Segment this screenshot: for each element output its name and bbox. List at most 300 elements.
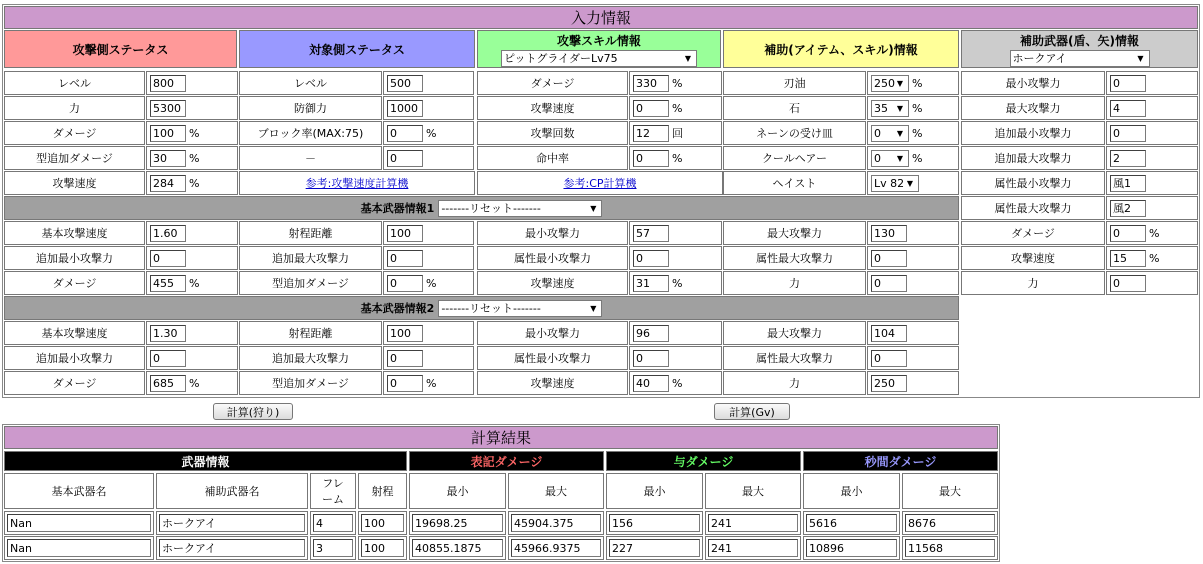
subweapon-4-label-cell: [961, 171, 1105, 195]
result-value-field[interactable]: [609, 539, 700, 557]
attacker-1-label: 力: [69, 102, 80, 115]
support-2-select-value: 0: [874, 126, 881, 140]
skill-3-label-cell: [477, 146, 628, 170]
weapon2-r0-c3-label: 最大攻撃力: [767, 327, 822, 340]
weapon2-r0-c3-value-cell: [867, 321, 959, 345]
support-0-label-cell: [723, 71, 866, 95]
weapon1-r0-c3-value-cell: [867, 221, 959, 245]
attacker-header-text: 攻撃側ステータス: [72, 42, 169, 57]
weapon1-r1-c1-input[interactable]: [387, 250, 423, 267]
weapon2-r0-c1-value-cell: [383, 321, 474, 345]
weapon1-r2-c1-label: 型追加ダメージ: [272, 277, 349, 290]
weapon1-r1-c3-input[interactable]: [871, 250, 907, 267]
weapon1-section-header: [4, 196, 959, 220]
result-value-field[interactable]: [609, 514, 700, 532]
skill-1-value-cell: [629, 96, 722, 120]
skill-0-input[interactable]: [633, 75, 669, 92]
weapon2-r2-c2-label: 攻撃速度: [530, 377, 575, 390]
weapon1-r2-c1-label-cell: [239, 271, 382, 295]
weapon1-r0-c1-label-cell: [239, 221, 382, 245]
attacker-3-input[interactable]: [150, 150, 186, 167]
result-group-label: 表記ダメージ: [470, 454, 543, 469]
attacker-3-label-cell: [4, 146, 145, 170]
attacker-2-label: ダメージ: [52, 127, 97, 140]
subweapon-8-value-cell: [1106, 271, 1198, 295]
calc-gv-label: 計算(Gv): [729, 405, 775, 419]
weapon1-r2-c3-value-cell: [867, 271, 959, 295]
attacker-3-label: 型追加ダメージ: [36, 152, 113, 165]
weapon2-r1-c0-label: 追加最小攻撃力: [36, 352, 113, 365]
attacker-4-value-cell: [146, 171, 238, 195]
weapon1-r0-c1-value-cell: [383, 221, 474, 245]
subweapon-4-label: 属性最小攻撃力: [994, 177, 1072, 190]
skill-select[interactable]: [501, 50, 697, 67]
support-3-label-cell: [723, 146, 866, 170]
support-3-value-cell: [867, 146, 959, 170]
weapon2-section-header: [4, 296, 959, 320]
weapon2-r1-c1-input[interactable]: [387, 350, 423, 367]
result-column-label: 最小: [643, 485, 666, 498]
subweapon-7-unit: %: [1149, 251, 1160, 265]
input-title: [4, 6, 1198, 29]
weapon1-r2-c1-input[interactable]: [387, 275, 423, 292]
support-4-value-cell: [867, 171, 959, 195]
result-column-label: 最小: [446, 485, 469, 498]
weapon1-r1-c3-value-cell: [867, 246, 959, 270]
chevron-down-icon: ▼: [906, 178, 914, 188]
weapon2-r2-c3-input[interactable]: [871, 375, 907, 392]
result-column-header: [508, 473, 604, 509]
result-value-field[interactable]: [905, 514, 995, 532]
target-0-label-cell: [239, 71, 382, 95]
result-value-field[interactable]: [905, 539, 995, 557]
subweapon-5-label: 属性最大攻撃力: [994, 202, 1072, 215]
weapon2-r1-c0-input[interactable]: [150, 350, 186, 367]
support-3-select[interactable]: [871, 150, 909, 167]
result-value-field[interactable]: [7, 514, 151, 532]
weapon1-r2-c0-value-cell: [146, 271, 238, 295]
weapon2-r0-c0-label-cell: [4, 321, 145, 345]
result-row-1-cell: [902, 536, 998, 560]
weapon1-r1-c2-label-cell: [477, 246, 628, 270]
chevron-down-icon: ▼: [590, 203, 597, 213]
support-0-value-cell: [867, 71, 959, 95]
subweapon-6-value-cell: [1106, 221, 1198, 245]
weapon1-r2-c2-input[interactable]: [633, 275, 669, 292]
weapon1-r2-c2-unit: %: [672, 276, 683, 290]
weapon2-r0-c1-input[interactable]: [387, 325, 423, 342]
subweapon-0-input[interactable]: [1110, 75, 1146, 92]
weapon1-r2-c3-input[interactable]: [871, 275, 907, 292]
target-2-input[interactable]: [387, 125, 423, 142]
skill-header-text: 攻撃スキル情報: [557, 33, 641, 48]
weapon2-r2-c0-label: ダメージ: [52, 377, 97, 390]
result-column-label: 基本武器名: [51, 485, 107, 498]
result-row-0-cell: [156, 511, 308, 535]
result-column-header: [803, 473, 900, 509]
weapon1-r0-c1-input[interactable]: [387, 225, 423, 242]
result-value-field[interactable]: [159, 539, 305, 557]
result-row-1-cell: [606, 536, 703, 560]
target-3-label-cell: [239, 146, 382, 170]
subweapon-5-value-cell: [1106, 196, 1198, 220]
result-column-label: 最大: [742, 485, 764, 498]
result-value-field[interactable]: [412, 539, 503, 557]
cp-calc-link[interactable]: 参考:CP計算機: [563, 177, 637, 190]
skill-header: [477, 30, 721, 68]
subweapon-0-label: 最小攻撃力: [1005, 77, 1061, 90]
weapon2-r0-c2-value-cell: [629, 321, 722, 345]
subweapon-0-value-cell: [1106, 71, 1198, 95]
result-group-label: 与ダメージ: [673, 454, 734, 469]
weapon2-r1-c1-label-cell: [239, 346, 382, 370]
weapon1-r0-c2-input[interactable]: [633, 225, 669, 242]
chevron-down-icon: ▼: [590, 303, 597, 313]
skill-1-input[interactable]: [633, 100, 669, 117]
support-1-select[interactable]: [871, 100, 909, 117]
result-row-1-cell: [156, 536, 308, 560]
subweapon-8-input[interactable]: [1110, 275, 1146, 292]
subweapon-6-label: ダメージ: [1011, 227, 1055, 240]
target-header: [239, 30, 475, 68]
weapon2-r1-c3-label-cell: [723, 346, 866, 370]
subweapon-7-value-cell: [1106, 246, 1198, 270]
result-row-1-cell: [4, 536, 154, 560]
result-row-1-cell: [508, 536, 604, 560]
weapon1-r0-c3-label-cell: [723, 221, 866, 245]
result-row-1-cell: [409, 536, 506, 560]
target-2-unit: %: [426, 126, 437, 140]
subweapon-6-input[interactable]: [1110, 225, 1146, 242]
weapon2-r2-c3-label-cell: [723, 371, 866, 395]
weapon1-r2-c0-unit: %: [189, 276, 200, 290]
attacker-4-label: 攻撃速度: [52, 177, 97, 190]
weapon2-r0-c3-label-cell: [723, 321, 866, 345]
support-2-value-cell: [867, 121, 959, 145]
result-value-field[interactable]: [708, 514, 798, 532]
weapon2-r1-c3-value-cell: [867, 346, 959, 370]
subweapon-5-input[interactable]: [1110, 200, 1146, 217]
result-title: [4, 426, 998, 449]
support-0-select[interactable]: [871, 75, 909, 92]
weapon1-r0-c0-label-cell: [4, 221, 145, 245]
weapon2-r2-c2-label-cell: [477, 371, 628, 395]
support-2-unit: %: [912, 126, 923, 140]
support-1-label: 石: [789, 102, 800, 115]
result-row-0-cell: [705, 511, 801, 535]
subweapon-8-label: 力: [1027, 277, 1039, 290]
weapon2-r0-c2-label: 最小攻撃力: [525, 327, 580, 340]
weapon2-r0-c2-input[interactable]: [633, 325, 669, 342]
weapon1-r2-c1-unit: %: [426, 276, 437, 290]
subweapon-1-value-cell: [1106, 96, 1198, 120]
weapon2-r0-c1-label-cell: [239, 321, 382, 345]
subweapon-3-value-cell: [1106, 146, 1198, 170]
weapon2-r2-c1-input[interactable]: [387, 375, 423, 392]
result-value-field[interactable]: [806, 539, 897, 557]
weapon1-r0-c3-label: 最大攻撃力: [767, 227, 822, 240]
subweapon-5-label-cell: [961, 196, 1105, 220]
chevron-down-icon: ▼: [896, 153, 904, 163]
weapon1-r2-c3-label-cell: [723, 271, 866, 295]
weapon2-r2-c1-label: 型追加ダメージ: [272, 377, 349, 390]
result-column-header: [705, 473, 801, 509]
result-value-field[interactable]: [412, 514, 503, 532]
calc-hunt-button[interactable]: [213, 403, 293, 420]
subweapon-select[interactable]: [1010, 50, 1150, 67]
attack-speed-calc-link-cell: [239, 171, 475, 195]
target-1-input[interactable]: [387, 100, 423, 117]
subweapon-2-input[interactable]: [1110, 125, 1146, 142]
cp-calc-link-cell: [477, 171, 723, 195]
target-1-label: 防御力: [294, 102, 327, 115]
weapon1-r2-c2-label-cell: [477, 271, 628, 295]
result-row-0-cell: [803, 511, 900, 535]
attacker-4-label-cell: [4, 171, 145, 195]
weapon2-r0-c3-input[interactable]: [871, 325, 907, 342]
weapon1-r2-c1-value-cell: [383, 271, 474, 295]
skill-2-input[interactable]: [633, 125, 669, 142]
weapon2-r1-c2-input[interactable]: [633, 350, 669, 367]
weapon1-r1-c1-value-cell: [383, 246, 474, 270]
target-header-text: 対象側ステータス: [309, 42, 405, 57]
subweapon-2-label: 追加最小攻撃力: [994, 127, 1072, 140]
weapon2-r1-c2-value-cell: [629, 346, 722, 370]
weapon2-r0-c1-label: 射程距離: [288, 327, 333, 340]
support-2-label-cell: [723, 121, 866, 145]
result-column-header: [4, 473, 154, 509]
support-4-label-cell: [723, 171, 866, 195]
weapon1-r2-c0-label-cell: [4, 271, 145, 295]
skill-0-value-cell: [629, 71, 722, 95]
weapon2-r1-c1-label: 追加最大攻撃力: [272, 352, 349, 365]
target-2-value-cell: [383, 121, 474, 145]
calc-gv-button[interactable]: [714, 403, 790, 420]
weapon1-r0-c3-input[interactable]: [871, 225, 907, 242]
support-4-label: ヘイスト: [772, 177, 817, 190]
result-value-field[interactable]: [159, 514, 305, 532]
attacker-4-input[interactable]: [150, 175, 186, 192]
attacker-4-unit: %: [189, 176, 200, 190]
result-row-0-cell: [409, 511, 506, 535]
support-0-unit: %: [912, 76, 923, 90]
result-value-field[interactable]: [7, 539, 151, 557]
support-1-unit: %: [912, 101, 923, 115]
weapon2-reset-select[interactable]: [438, 300, 602, 317]
attacker-0-value-cell: [146, 71, 238, 95]
subweapon-select-value: ホークアイ: [1012, 52, 1067, 65]
result-column-header: [310, 473, 356, 509]
subweapon-6-label-cell: [961, 221, 1105, 245]
weapon2-r2-c0-value-cell: [146, 371, 238, 395]
attacker-0-label: レベル: [58, 77, 91, 90]
weapon1-reset-select[interactable]: [438, 200, 602, 217]
result-group-header: [606, 451, 801, 471]
subweapon-8-label-cell: [961, 271, 1105, 295]
subweapon-4-input[interactable]: [1110, 175, 1146, 192]
weapon2-r2-c0-unit: %: [189, 376, 200, 390]
subweapon-2-value-cell: [1106, 121, 1198, 145]
result-row-1-cell: [705, 536, 801, 560]
weapon1-r2-c0-input[interactable]: [150, 275, 186, 292]
subweapon-0-label-cell: [961, 71, 1105, 95]
support-2-select[interactable]: [871, 125, 909, 142]
skill-3-unit: %: [672, 151, 683, 165]
weapon1-r1-c0-input[interactable]: [150, 250, 186, 267]
result-row-0-cell: [358, 511, 407, 535]
weapon1-r1-c0-value-cell: [146, 246, 238, 270]
result-value-field[interactable]: [313, 514, 353, 532]
attacker-2-label-cell: [4, 121, 145, 145]
skill-3-input[interactable]: [633, 150, 669, 167]
chevron-down-icon: ▼: [896, 103, 904, 113]
subweapon-6-unit: %: [1149, 226, 1160, 240]
result-column-label: 射程: [371, 485, 394, 498]
target-3-input[interactable]: [387, 150, 423, 167]
weapon1-r1-c0-label-cell: [4, 246, 145, 270]
target-0-input[interactable]: [387, 75, 423, 92]
weapon1-r0-c2-label: 最小攻撃力: [525, 227, 580, 240]
skill-0-label-cell: [477, 71, 628, 95]
skill-3-value-cell: [629, 146, 722, 170]
support-4-select[interactable]: [871, 175, 919, 192]
attack-speed-calc-link[interactable]: 参考:攻撃速度計算機: [305, 177, 409, 190]
result-value-field[interactable]: [313, 539, 353, 557]
weapon1-r0-c2-value-cell: [629, 221, 722, 245]
input-title-text: 入力情報: [570, 9, 631, 27]
weapon1-r0-c1-label: 射程距離: [288, 227, 333, 240]
skill-1-label: 攻撃速度: [530, 102, 575, 115]
weapon2-r0-c0-label: 基本攻撃速度: [41, 327, 108, 340]
skill-0-unit: %: [672, 76, 683, 90]
weapon1-reset-select-value: -------リセット-------: [441, 202, 541, 215]
target-3-label: －: [305, 152, 316, 165]
attacker-2-value-cell: [146, 121, 238, 145]
target-2-label-cell: [239, 121, 382, 145]
result-column-header: [409, 473, 506, 509]
result-value-field[interactable]: [511, 539, 601, 557]
support-4-select-value: Lv 82: [874, 176, 905, 190]
weapon2-r2-c3-label: 力: [789, 377, 800, 390]
attacker-2-unit: %: [189, 126, 200, 140]
attacker-header: [4, 30, 237, 68]
result-row-0-cell: [4, 511, 154, 535]
weapon1-r0-c0-input[interactable]: [150, 225, 186, 242]
weapon2-r1-c0-value-cell: [146, 346, 238, 370]
result-row-0-cell: [902, 511, 998, 535]
weapon2-reset-select-value: -------リセット-------: [441, 302, 541, 315]
weapon2-r0-c0-input[interactable]: [150, 325, 186, 342]
skill-1-unit: %: [672, 101, 683, 115]
subweapon-1-input[interactable]: [1110, 100, 1146, 117]
subweapon-7-label: 攻撃速度: [1011, 252, 1055, 265]
result-group-label: 武器情報: [181, 454, 230, 469]
result-value-field[interactable]: [806, 514, 897, 532]
weapon2-r2-c0-input[interactable]: [150, 375, 186, 392]
weapon2-r1-c2-label: 属性最小攻撃力: [514, 352, 591, 365]
result-group-header: [4, 451, 407, 471]
subweapon-7-input[interactable]: [1110, 250, 1146, 267]
chevron-down-icon: ▼: [896, 78, 904, 88]
attacker-2-input[interactable]: [150, 125, 186, 142]
target-0-label: レベル: [294, 77, 327, 90]
weapon2-r0-c2-label-cell: [477, 321, 628, 345]
result-column-label: 最大: [545, 485, 567, 498]
skill-2-unit: 回: [672, 127, 683, 140]
attacker-1-label-cell: [4, 96, 145, 120]
weapon2-r2-c2-input[interactable]: [633, 375, 669, 392]
skill-2-label: 攻撃回数: [530, 127, 575, 140]
weapon1-r1-c1-label: 追加最大攻撃力: [272, 252, 349, 265]
result-value-field[interactable]: [361, 539, 404, 557]
subweapon-7-label-cell: [961, 246, 1105, 270]
result-group-label: 秒間ダメージ: [864, 454, 937, 469]
result-value-field[interactable]: [708, 539, 798, 557]
result-row-0-cell: [310, 511, 356, 535]
weapon2-r2-c2-unit: %: [672, 376, 683, 390]
weapon2-r2-c3-value-cell: [867, 371, 959, 395]
result-group-header: [803, 451, 998, 471]
weapon2-r1-c1-value-cell: [383, 346, 474, 370]
weapon2-r1-c3-input[interactable]: [871, 350, 907, 367]
weapon2-title: 基本武器情報2: [360, 302, 435, 315]
support-header: [723, 30, 959, 68]
weapon2-r2-c1-unit: %: [426, 376, 437, 390]
attacker-0-input[interactable]: [150, 75, 186, 92]
target-1-label-cell: [239, 96, 382, 120]
target-1-value-cell: [383, 96, 474, 120]
result-column-label: 最小: [840, 485, 863, 498]
weapon1-title: 基本武器情報1: [360, 202, 435, 215]
result-title-text: 計算結果: [470, 429, 531, 447]
chevron-down-icon: ▼: [896, 128, 904, 138]
result-row-1-cell: [803, 536, 900, 560]
subweapon-header-text: 補助武器(盾、矢)情報: [1020, 33, 1139, 48]
target-3-value-cell: [383, 146, 474, 170]
weapon1-r0-c0-label: 基本攻撃速度: [41, 227, 108, 240]
result-column-label: 最大: [939, 485, 961, 498]
result-value-field[interactable]: [511, 514, 601, 532]
weapon1-r1-c2-input[interactable]: [633, 250, 669, 267]
weapon2-r0-c0-value-cell: [146, 321, 238, 345]
attacker-3-unit: %: [189, 151, 200, 165]
calc-hunt-label: 計算(狩り): [226, 405, 280, 419]
skill-select-value: ピットグライダーLv75: [504, 52, 618, 65]
support-0-select-value: 250: [874, 76, 895, 90]
support-header-text: 補助(アイテム、スキル)情報: [764, 42, 918, 57]
attacker-1-input[interactable]: [150, 100, 186, 117]
result-group-header: [409, 451, 604, 471]
support-3-unit: %: [912, 151, 923, 165]
skill-2-label-cell: [477, 121, 628, 145]
weapon1-r0-c0-value-cell: [146, 221, 238, 245]
chevron-down-icon: ▼: [684, 53, 692, 63]
subweapon-3-input[interactable]: [1110, 150, 1146, 167]
attacker-3-value-cell: [146, 146, 238, 170]
weapon1-r1-c3-label-cell: [723, 246, 866, 270]
subweapon-1-label: 最大攻撃力: [1005, 102, 1061, 115]
subweapon-1-label-cell: [961, 96, 1105, 120]
subweapon-3-label: 追加最大攻撃力: [994, 152, 1072, 165]
result-column-header: [606, 473, 703, 509]
result-value-field[interactable]: [361, 514, 404, 532]
skill-0-label: ダメージ: [530, 77, 575, 90]
result-column-header: [358, 473, 407, 509]
subweapon-3-label-cell: [961, 146, 1105, 170]
support-3-label: クールヘアー: [761, 152, 828, 165]
weapon1-r0-c2-label-cell: [477, 221, 628, 245]
skill-2-value-cell: [629, 121, 722, 145]
